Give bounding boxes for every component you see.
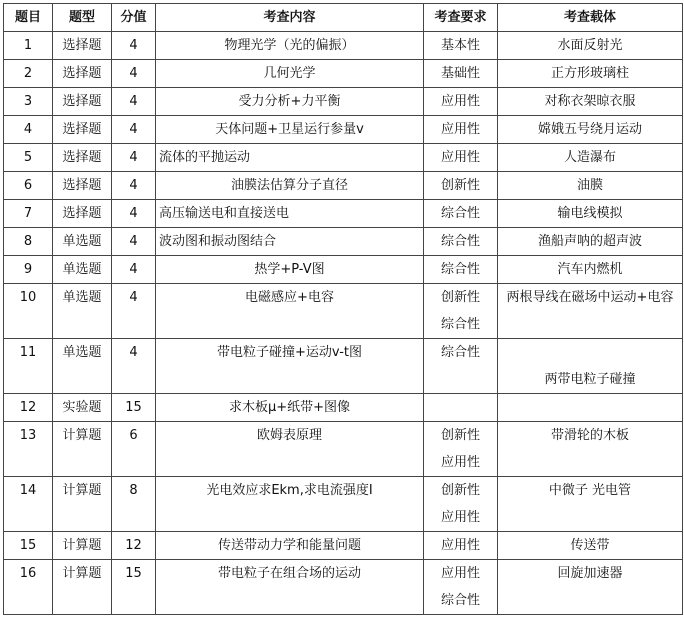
question-requirement <box>424 339 498 394</box>
carrier-line: 嫦娥五号绕月运动 <box>537 122 642 137</box>
question-carrier <box>498 200 683 228</box>
question-number: 7 <box>4 200 53 228</box>
question-type: 单选题 <box>53 256 112 284</box>
question-content: 油膜法估算分子直径 <box>156 172 424 200</box>
carrier-line: 油膜 <box>576 178 603 193</box>
question-number: 5 <box>4 144 53 172</box>
question-score: 4 <box>112 200 156 228</box>
question-content: 传送带动力学和能量问题 <box>156 532 424 560</box>
requirement-line: 应用性 <box>440 122 480 137</box>
carrier-line <box>498 339 682 366</box>
question-carrier <box>498 116 683 144</box>
question-type: 计算题 <box>53 422 112 477</box>
carrier-line: 汽车内燃机 <box>557 262 623 277</box>
table-row <box>4 394 683 422</box>
question-content: 物理光学（光的偏振） <box>156 32 424 60</box>
table-row <box>4 477 683 532</box>
question-carrier <box>498 256 683 284</box>
question-score: 4 <box>112 32 156 60</box>
question-content: 求木板μ+纸带+图像 <box>156 394 424 422</box>
question-number: 11 <box>4 339 53 394</box>
question-type: 计算题 <box>53 560 112 615</box>
requirement-line: 综合性 <box>440 593 480 608</box>
question-carrier <box>498 532 683 560</box>
question-content: 几何光学 <box>156 60 424 88</box>
question-number: 10 <box>4 284 53 339</box>
question-number: 4 <box>4 116 53 144</box>
question-score: 4 <box>112 144 156 172</box>
question-number: 6 <box>4 172 53 200</box>
table-row <box>4 339 683 394</box>
question-carrier <box>498 422 683 477</box>
carrier-line: 中微子 光电管 <box>548 483 632 498</box>
table-row <box>4 200 683 228</box>
question-type: 选择题 <box>53 144 112 172</box>
question-requirement <box>424 394 498 422</box>
header-carrier: 考查载体 <box>498 4 683 32</box>
question-carrier <box>498 339 683 394</box>
question-requirement <box>424 560 498 615</box>
requirement-line <box>424 394 497 421</box>
requirement-line: 基本性 <box>440 38 480 53</box>
question-requirement <box>424 88 498 116</box>
question-requirement <box>424 60 498 88</box>
question-carrier <box>498 284 683 339</box>
requirement-line: 创新性 <box>440 290 480 305</box>
requirement-line: 创新性 <box>440 428 480 443</box>
table-row <box>4 422 683 477</box>
question-score: 4 <box>112 116 156 144</box>
requirement-line: 应用性 <box>440 94 480 109</box>
header-score: 分值 <box>112 4 156 32</box>
question-carrier <box>498 60 683 88</box>
table-row <box>4 60 683 88</box>
table-row <box>4 172 683 200</box>
question-score: 12 <box>112 532 156 560</box>
question-type: 单选题 <box>53 339 112 394</box>
table-body <box>4 32 683 615</box>
carrier-line: 对称衣架晾衣服 <box>544 94 636 109</box>
question-number: 12 <box>4 394 53 422</box>
question-type: 单选题 <box>53 228 112 256</box>
question-requirement <box>424 284 498 339</box>
header-row <box>4 4 683 32</box>
table-row <box>4 144 683 172</box>
question-score: 4 <box>112 284 156 339</box>
carrier-line: 人造瀑布 <box>563 150 616 165</box>
table-row <box>4 284 683 339</box>
question-number: 16 <box>4 560 53 615</box>
question-type: 选择题 <box>53 32 112 60</box>
question-requirement <box>424 172 498 200</box>
table-row <box>4 560 683 615</box>
question-type: 实验题 <box>53 394 112 422</box>
carrier-line <box>498 394 682 421</box>
requirement-line: 综合性 <box>440 262 480 277</box>
question-type: 选择题 <box>53 172 112 200</box>
question-score: 4 <box>112 256 156 284</box>
requirement-line: 综合性 <box>440 206 480 221</box>
carrier-line: 带滑轮的木板 <box>550 428 629 443</box>
question-type: 选择题 <box>53 88 112 116</box>
question-requirement <box>424 532 498 560</box>
question-content: 流体的平抛运动 <box>156 144 424 172</box>
question-content: 波动图和振动图结合 <box>156 228 424 256</box>
question-carrier <box>498 228 683 256</box>
question-carrier <box>498 560 683 615</box>
table-row <box>4 228 683 256</box>
table-row <box>4 32 683 60</box>
question-carrier <box>498 172 683 200</box>
question-requirement <box>424 477 498 532</box>
question-type: 选择题 <box>53 60 112 88</box>
question-requirement <box>424 256 498 284</box>
question-carrier <box>498 88 683 116</box>
question-content: 欧姆表原理 <box>156 422 424 477</box>
question-carrier <box>498 477 683 532</box>
question-content: 天体问题+卫星运行参量v <box>156 116 424 144</box>
question-score: 4 <box>112 172 156 200</box>
question-carrier <box>498 32 683 60</box>
carrier-line: 两带电粒子碰撞 <box>544 372 636 387</box>
question-content: 带电粒子碰撞+运动v-t图 <box>156 339 424 394</box>
requirement-line: 应用性 <box>440 455 480 470</box>
requirement-line: 应用性 <box>440 566 480 581</box>
question-type: 计算题 <box>53 532 112 560</box>
question-content: 受力分析+力平衡 <box>156 88 424 116</box>
header-requirement: 考查要求 <box>424 4 498 32</box>
table-row <box>4 256 683 284</box>
question-content: 光电效应求Ekm,求电流强度I <box>156 477 424 532</box>
requirement-line: 应用性 <box>440 510 480 525</box>
question-score: 4 <box>112 60 156 88</box>
question-score: 15 <box>112 560 156 615</box>
question-number: 14 <box>4 477 53 532</box>
carrier-line: 回旋加速器 <box>557 566 623 581</box>
requirement-line: 应用性 <box>440 538 480 553</box>
requirement-line: 创新性 <box>440 178 480 193</box>
header-question-type: 题型 <box>53 4 112 32</box>
question-content: 电磁感应+电容 <box>156 284 424 339</box>
question-score: 4 <box>112 339 156 394</box>
table-row <box>4 116 683 144</box>
question-score: 4 <box>112 228 156 256</box>
question-requirement <box>424 422 498 477</box>
header-number: 题目 <box>4 4 53 32</box>
carrier-line: 渔船声呐的超声波 <box>537 234 642 249</box>
question-requirement <box>424 200 498 228</box>
carrier-line: 传送带 <box>570 538 610 553</box>
table-row <box>4 88 683 116</box>
question-number: 9 <box>4 256 53 284</box>
question-requirement <box>424 228 498 256</box>
requirement-line: 综合性 <box>440 317 480 332</box>
question-number: 1 <box>4 32 53 60</box>
carrier-line: 正方形玻璃柱 <box>550 66 629 81</box>
question-content: 带电粒子在组合场的运动 <box>156 560 424 615</box>
requirement-line: 创新性 <box>440 483 480 498</box>
question-number: 13 <box>4 422 53 477</box>
exam-analysis-table <box>3 3 683 615</box>
requirement-line: 应用性 <box>440 150 480 165</box>
requirement-line: 综合性 <box>440 234 480 249</box>
carrier-line: 两根导线在磁场中运动+电容 <box>506 290 674 305</box>
question-content: 高压输送电和直接送电 <box>156 200 424 228</box>
question-carrier <box>498 394 683 422</box>
requirement-line: 基础性 <box>440 66 480 81</box>
question-score: 4 <box>112 88 156 116</box>
question-score: 6 <box>112 422 156 477</box>
question-number: 3 <box>4 88 53 116</box>
question-content: 热学+P-V图 <box>156 256 424 284</box>
question-requirement <box>424 32 498 60</box>
question-type: 计算题 <box>53 477 112 532</box>
question-score: 15 <box>112 394 156 422</box>
header-content: 考查内容 <box>156 4 424 32</box>
question-number: 8 <box>4 228 53 256</box>
question-number: 2 <box>4 60 53 88</box>
question-requirement <box>424 144 498 172</box>
question-type: 选择题 <box>53 116 112 144</box>
question-score: 8 <box>112 477 156 532</box>
carrier-line: 水面反射光 <box>557 38 623 53</box>
question-carrier <box>498 144 683 172</box>
question-number: 15 <box>4 532 53 560</box>
question-requirement <box>424 116 498 144</box>
table-row <box>4 532 683 560</box>
requirement-line: 综合性 <box>440 345 480 360</box>
question-type: 选择题 <box>53 200 112 228</box>
question-type: 单选题 <box>53 284 112 339</box>
carrier-line: 输电线模拟 <box>557 206 623 221</box>
